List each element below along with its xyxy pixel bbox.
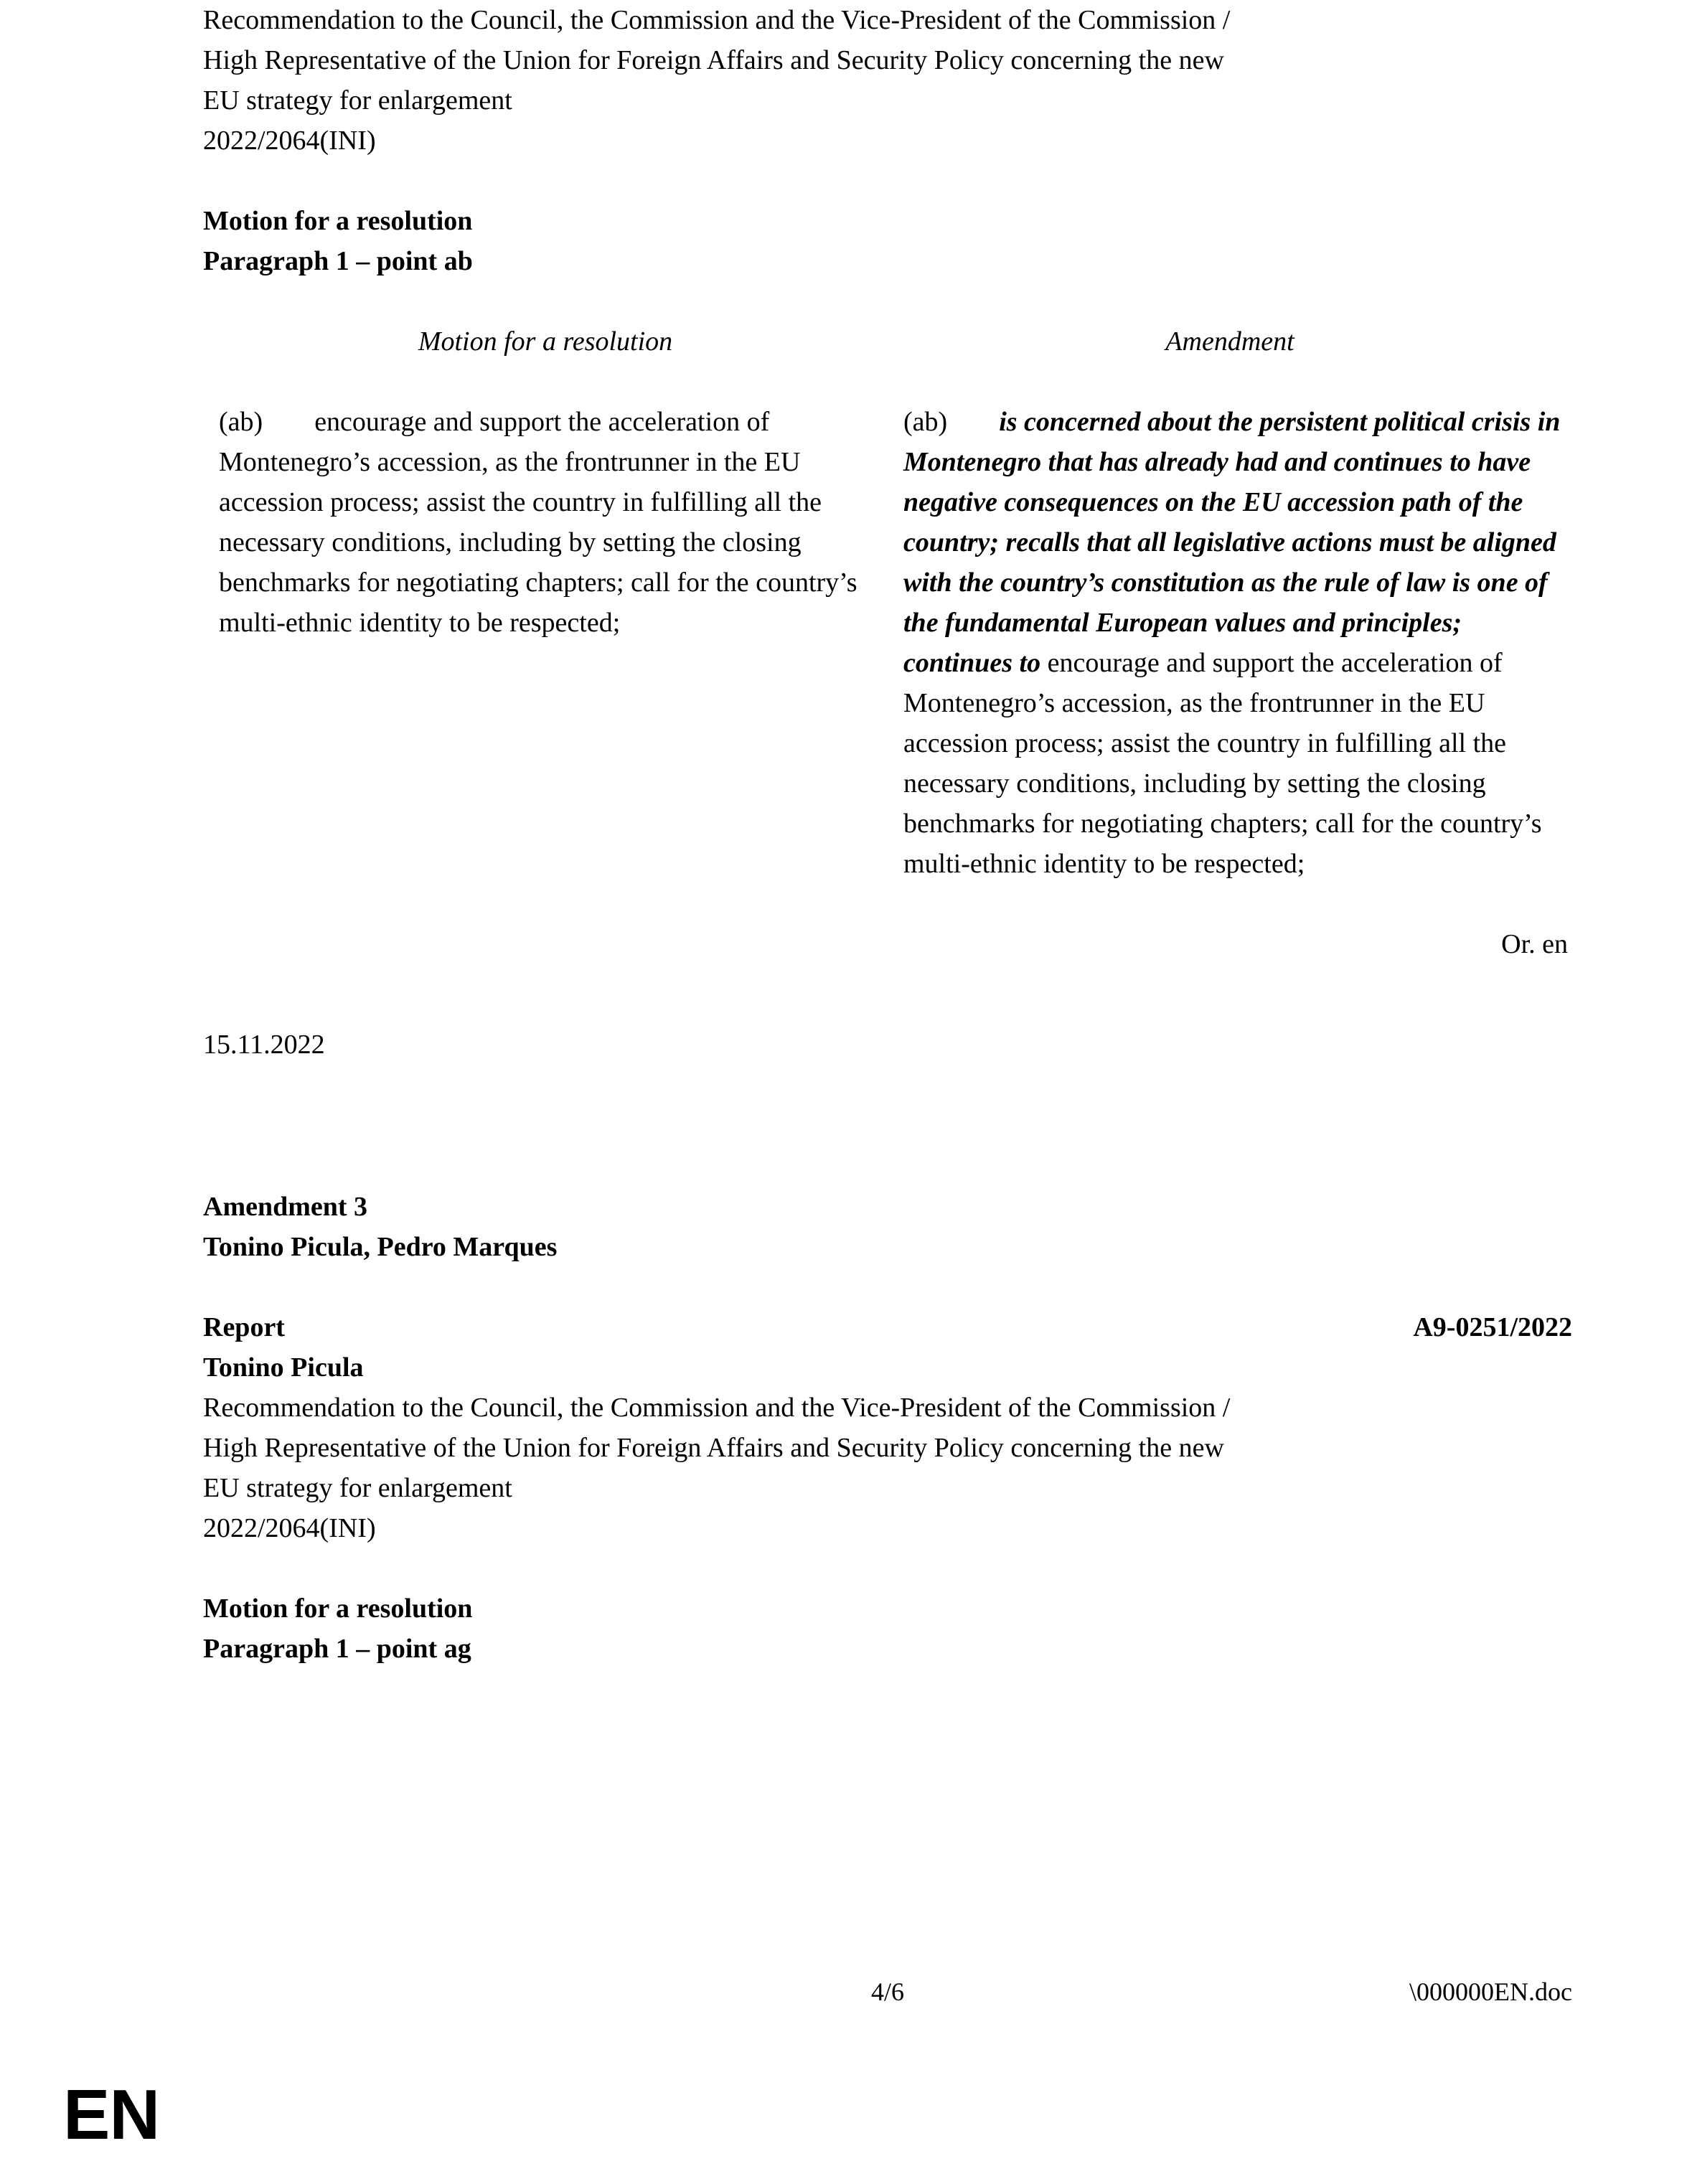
motion-for-resolution-heading-top: Motion for a resolution xyxy=(203,206,473,236)
amendment-authors: Tonino Picula, Pedro Marques xyxy=(203,1232,558,1262)
header-line-2: High Representative of the Union for Foreign Affairs and Security Policy concerning the new xyxy=(203,45,1224,75)
header-line-3: EU strategy for enlargement xyxy=(203,85,512,116)
spacer xyxy=(203,281,1572,321)
language-mark: EN xyxy=(63,2075,160,2154)
spacer xyxy=(203,161,1572,201)
amendment-number: Amendment 3 xyxy=(203,1192,368,1222)
document-file-name: \000000EN.doc xyxy=(1409,1977,1572,2006)
footer-inner xyxy=(203,1974,1572,2009)
page-footer xyxy=(203,1974,1572,2009)
right-spacer-cell xyxy=(888,362,1572,402)
origin-language-label: Or. en xyxy=(1501,929,1568,959)
right-column-header-cell xyxy=(888,321,1572,362)
amendment-title-line-1: Recommendation to the Council, the Commission and the Vice-President of the Commission / xyxy=(203,1393,1231,1423)
section-headings-top xyxy=(203,201,1572,281)
spacer xyxy=(888,362,1572,402)
spacer xyxy=(203,1548,1572,1588)
motion-for-resolution-heading-bottom: Motion for a resolution xyxy=(203,1594,473,1624)
header-recommendation-block xyxy=(203,0,1572,161)
report-label: Report xyxy=(203,1312,285,1342)
original-text-body xyxy=(203,402,888,643)
page-number: 4/6 xyxy=(870,1977,905,2006)
report-reference: A9-0251/2022 xyxy=(1413,1312,1572,1342)
amendment-procedure-reference: 2022/2064(INI) xyxy=(203,1513,376,1543)
date-line: 15.11.2022 xyxy=(203,1030,325,1060)
amendment-retained-text: encourage and support the acceleration of Montenegro’s accession, as the frontrunner in the EU accession process; assist the country in fulfilling all the necessary conditions, including by setting the closing benchmarks for negotiating chapters; call for the country’s multi-ethnic identity to be respected; xyxy=(903,648,1542,879)
rapporteur-name: Tonino Picula xyxy=(203,1352,364,1383)
amendment-title-line-2: High Representative of the Union for Foreign Affairs and Security Policy concerning the new xyxy=(203,1433,1224,1463)
amended-point-marker: (ab) xyxy=(903,407,948,437)
paragraph-point-heading-top: Paragraph 1 – point ab xyxy=(203,246,473,276)
amendment-title-line-3: EU strategy for enlargement xyxy=(203,1473,512,1503)
left-column-header-cell xyxy=(203,321,888,362)
section-headings-bottom xyxy=(203,1588,1572,1669)
header-procedure-reference: 2022/2064(INI) xyxy=(203,126,376,156)
table-spacer-row xyxy=(203,362,1572,402)
spacer xyxy=(203,362,888,402)
header-line-1: Recommendation to the Council, the Commission and the Vice-President of the Commission / xyxy=(203,5,1231,35)
amendment-comparison-table xyxy=(203,321,1572,964)
spacer xyxy=(203,964,1572,1025)
original-text-cell xyxy=(203,402,888,964)
amended-text-cell xyxy=(888,402,1572,964)
spacer xyxy=(203,1267,1572,1307)
amendment-block xyxy=(203,1187,1572,1548)
amendment-new-text: is concerned about the persistent political crisis in Montenegro that has already had and continues to have negative consequences on the EU accession path of the country; recalls that all legislative actions must be aligned with the country’s constitution as the rule of law is one of the fundamental European values and principles; continues to xyxy=(903,407,1561,678)
column-header-amendment: Amendment xyxy=(1165,326,1294,357)
original-text: encourage and support the acceleration of Montenegro’s accession, as the frontrunner in the EU accession process; assist the country in fulfilling all the necessary conditions, including by setting the closing benchmarks for negotiating chapters; call for the country’s multi-ethnic identity to be respected; xyxy=(219,407,857,638)
table-header-row xyxy=(203,321,1572,362)
paragraph-point-heading-bottom: Paragraph 1 – point ag xyxy=(203,1634,471,1664)
amended-text-body xyxy=(888,402,1572,884)
spacer xyxy=(888,884,1572,924)
spacer xyxy=(203,1065,1572,1187)
report-reference-row xyxy=(203,1307,1572,1347)
left-spacer-cell xyxy=(203,362,888,402)
column-header-motion: Motion for a resolution xyxy=(418,326,673,357)
original-point-marker: (ab) xyxy=(219,407,263,437)
table-body-row xyxy=(203,402,1572,964)
page-content xyxy=(203,0,1572,1669)
